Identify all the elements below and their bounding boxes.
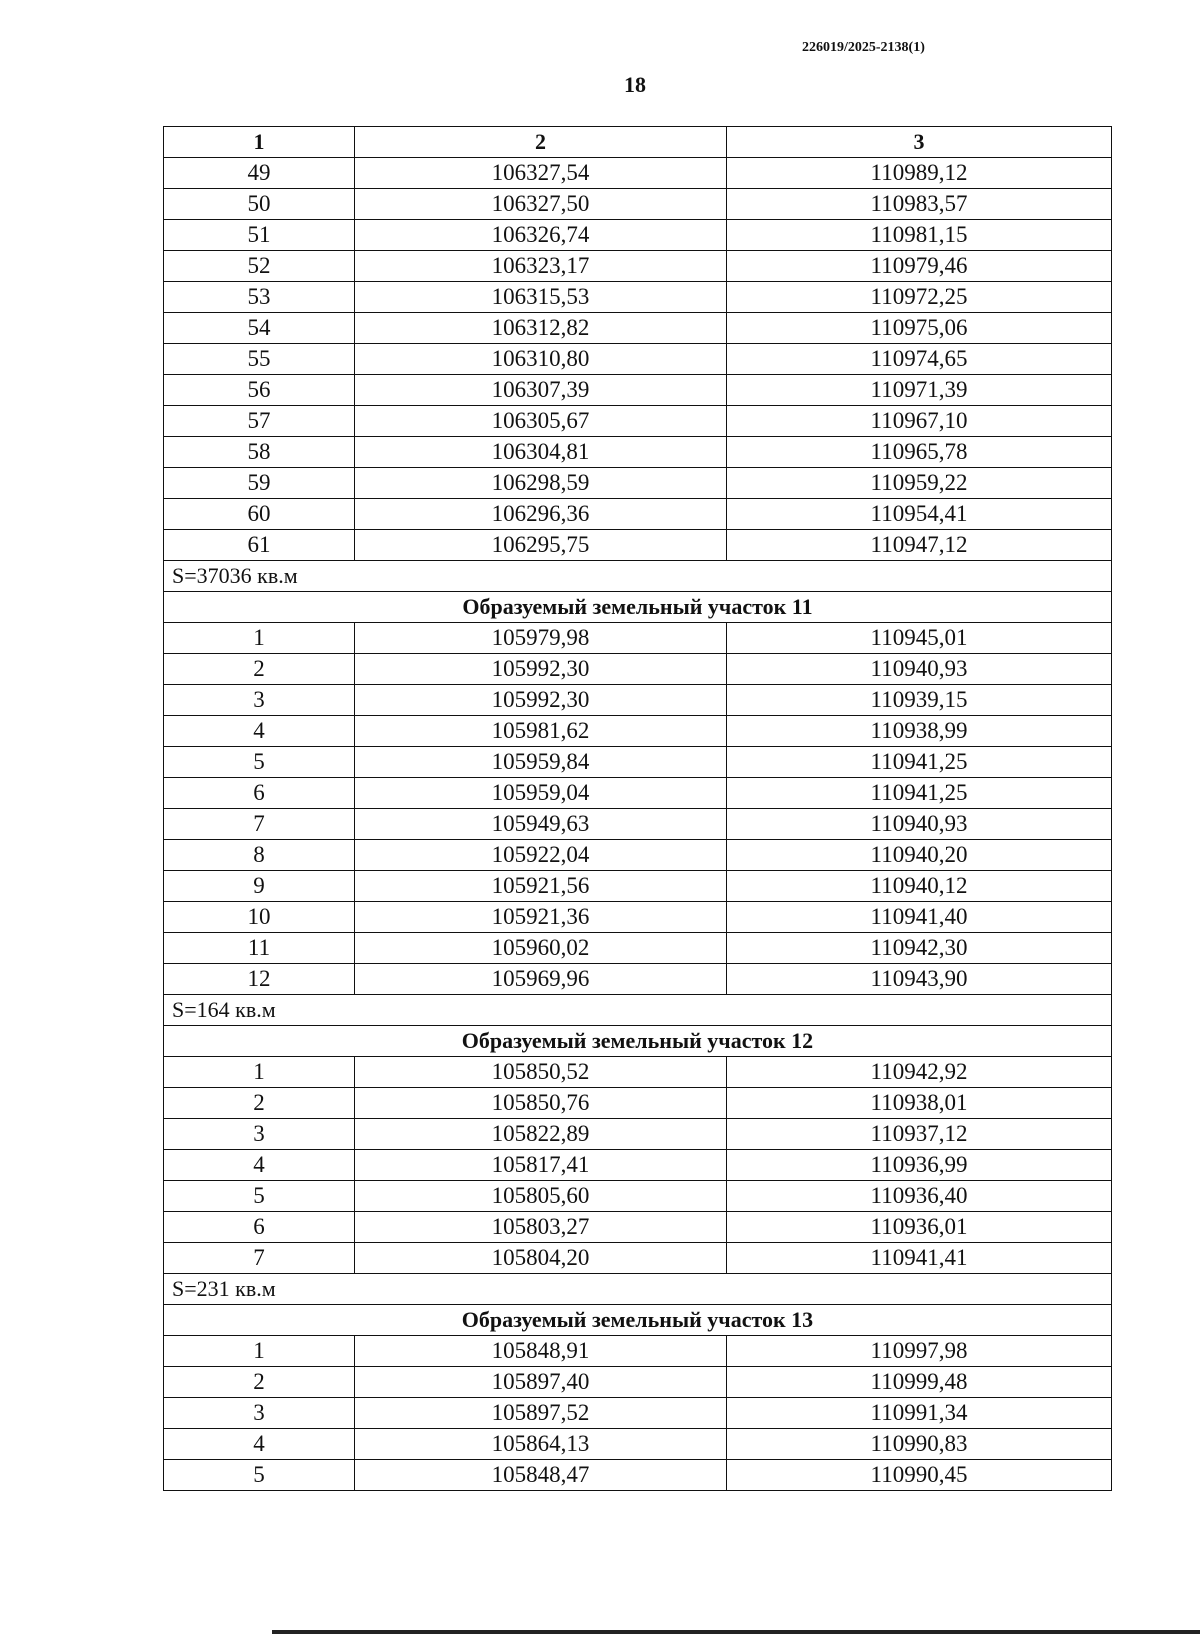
y-coordinate-cell: 110979,46 xyxy=(727,251,1112,282)
x-coordinate-cell: 105949,63 xyxy=(355,809,727,840)
point-number-cell: 61 xyxy=(164,530,355,561)
x-coordinate-cell: 106305,67 xyxy=(355,406,727,437)
x-coordinate-cell: 105922,04 xyxy=(355,840,727,871)
y-coordinate-cell: 110974,65 xyxy=(727,344,1112,375)
y-coordinate-cell: 110999,48 xyxy=(727,1367,1112,1398)
y-coordinate-cell: 110983,57 xyxy=(727,189,1112,220)
x-coordinate-cell: 106327,50 xyxy=(355,189,727,220)
y-coordinate-cell: 110941,41 xyxy=(727,1243,1112,1274)
point-number-cell: 50 xyxy=(164,189,355,220)
point-number-cell: 9 xyxy=(164,871,355,902)
table-row xyxy=(164,809,1112,840)
scan-edge-line xyxy=(272,1630,1200,1634)
table-row xyxy=(164,437,1112,468)
table-row xyxy=(164,220,1112,251)
y-coordinate-cell: 110942,30 xyxy=(727,933,1112,964)
y-coordinate-cell: 110990,45 xyxy=(727,1460,1112,1491)
y-coordinate-cell: 110941,25 xyxy=(727,747,1112,778)
x-coordinate-cell: 106327,54 xyxy=(355,158,727,189)
point-number-cell: 5 xyxy=(164,747,355,778)
point-number-cell: 5 xyxy=(164,1460,355,1491)
x-coordinate-cell: 105960,02 xyxy=(355,933,727,964)
point-number-cell: 2 xyxy=(164,1088,355,1119)
area-row xyxy=(164,561,1112,592)
x-coordinate-cell: 105981,62 xyxy=(355,716,727,747)
x-coordinate-cell: 105817,41 xyxy=(355,1150,727,1181)
point-number-cell: 51 xyxy=(164,220,355,251)
y-coordinate-cell: 110991,34 xyxy=(727,1398,1112,1429)
x-coordinate-cell: 106315,53 xyxy=(355,282,727,313)
y-coordinate-cell: 110965,78 xyxy=(727,437,1112,468)
point-number-cell: 12 xyxy=(164,964,355,995)
y-coordinate-cell: 110942,92 xyxy=(727,1057,1112,1088)
y-coordinate-cell: 110940,20 xyxy=(727,840,1112,871)
y-coordinate-cell: 110937,12 xyxy=(727,1119,1112,1150)
point-number-cell: 8 xyxy=(164,840,355,871)
point-number-cell: 2 xyxy=(164,654,355,685)
document-id: 226019/2025-2138(1) xyxy=(802,40,925,55)
y-coordinate-cell: 110945,01 xyxy=(727,623,1112,654)
point-number-cell: 55 xyxy=(164,344,355,375)
area-cell: S=37036 кв.м xyxy=(164,561,1112,592)
x-coordinate-cell: 105897,52 xyxy=(355,1398,727,1429)
table-row xyxy=(164,654,1112,685)
x-coordinate-cell: 106312,82 xyxy=(355,313,727,344)
y-coordinate-cell: 110981,15 xyxy=(727,220,1112,251)
y-coordinate-cell: 110959,22 xyxy=(727,468,1112,499)
area-cell: S=231 кв.м xyxy=(164,1274,1112,1305)
x-coordinate-cell: 105969,96 xyxy=(355,964,727,995)
x-coordinate-cell: 105804,20 xyxy=(355,1243,727,1274)
y-coordinate-cell: 110936,99 xyxy=(727,1150,1112,1181)
table-row xyxy=(164,375,1112,406)
point-number-cell: 59 xyxy=(164,468,355,499)
x-coordinate-cell: 106326,74 xyxy=(355,220,727,251)
column-header-3: 3 xyxy=(727,127,1112,158)
y-coordinate-cell: 110975,06 xyxy=(727,313,1112,344)
table-row xyxy=(164,189,1112,220)
column-header-2: 2 xyxy=(355,127,727,158)
plot-title-row xyxy=(164,1026,1112,1057)
x-coordinate-cell: 105921,56 xyxy=(355,871,727,902)
y-coordinate-cell: 110941,40 xyxy=(727,902,1112,933)
table-row xyxy=(164,313,1112,344)
table-row xyxy=(164,468,1112,499)
x-coordinate-cell: 106323,17 xyxy=(355,251,727,282)
x-coordinate-cell: 105822,89 xyxy=(355,1119,727,1150)
column-header-1: 1 xyxy=(164,127,355,158)
point-number-cell: 56 xyxy=(164,375,355,406)
point-number-cell: 57 xyxy=(164,406,355,437)
y-coordinate-cell: 110938,99 xyxy=(727,716,1112,747)
table-row xyxy=(164,1460,1112,1491)
plot-title: Образуемый земельный участок 12 xyxy=(164,1026,1112,1057)
y-coordinate-cell: 110940,93 xyxy=(727,809,1112,840)
point-number-cell: 53 xyxy=(164,282,355,313)
table-row xyxy=(164,1212,1112,1243)
area-row xyxy=(164,1274,1112,1305)
coordinates-table xyxy=(163,126,1112,1491)
table-header-row xyxy=(164,127,1112,158)
x-coordinate-cell: 105959,04 xyxy=(355,778,727,809)
table-row xyxy=(164,871,1112,902)
y-coordinate-cell: 110936,40 xyxy=(727,1181,1112,1212)
x-coordinate-cell: 105992,30 xyxy=(355,685,727,716)
point-number-cell: 3 xyxy=(164,1119,355,1150)
y-coordinate-cell: 110990,83 xyxy=(727,1429,1112,1460)
y-coordinate-cell: 110943,90 xyxy=(727,964,1112,995)
x-coordinate-cell: 105803,27 xyxy=(355,1212,727,1243)
y-coordinate-cell: 110971,39 xyxy=(727,375,1112,406)
table-row xyxy=(164,1336,1112,1367)
x-coordinate-cell: 106295,75 xyxy=(355,530,727,561)
plot-title: Образуемый земельный участок 11 xyxy=(164,592,1112,623)
y-coordinate-cell: 110997,98 xyxy=(727,1336,1112,1367)
table-row xyxy=(164,158,1112,189)
point-number-cell: 1 xyxy=(164,1336,355,1367)
point-number-cell: 6 xyxy=(164,1212,355,1243)
table-row xyxy=(164,1243,1112,1274)
point-number-cell: 54 xyxy=(164,313,355,344)
y-coordinate-cell: 110989,12 xyxy=(727,158,1112,189)
table-row xyxy=(164,282,1112,313)
plot-title-row xyxy=(164,1305,1112,1336)
table-row xyxy=(164,747,1112,778)
y-coordinate-cell: 110938,01 xyxy=(727,1088,1112,1119)
table-row xyxy=(164,1119,1112,1150)
x-coordinate-cell: 105979,98 xyxy=(355,623,727,654)
point-number-cell: 2 xyxy=(164,1367,355,1398)
page-number: 18 xyxy=(624,72,646,97)
table-row xyxy=(164,1429,1112,1460)
point-number-cell: 52 xyxy=(164,251,355,282)
point-number-cell: 5 xyxy=(164,1181,355,1212)
point-number-cell: 1 xyxy=(164,1057,355,1088)
x-coordinate-cell: 105848,91 xyxy=(355,1336,727,1367)
table-row xyxy=(164,933,1112,964)
table-row xyxy=(164,1150,1112,1181)
table-row xyxy=(164,251,1112,282)
table-row xyxy=(164,1057,1112,1088)
coordinates-table-body xyxy=(164,127,1112,1491)
table-row xyxy=(164,1088,1112,1119)
y-coordinate-cell: 110941,25 xyxy=(727,778,1112,809)
table-row xyxy=(164,406,1112,437)
table-row xyxy=(164,1181,1112,1212)
x-coordinate-cell: 105848,47 xyxy=(355,1460,727,1491)
x-coordinate-cell: 105992,30 xyxy=(355,654,727,685)
point-number-cell: 1 xyxy=(164,623,355,654)
table-row xyxy=(164,840,1112,871)
x-coordinate-cell: 105897,40 xyxy=(355,1367,727,1398)
table-row xyxy=(164,1398,1112,1429)
y-coordinate-cell: 110947,12 xyxy=(727,530,1112,561)
table-row xyxy=(164,902,1112,933)
point-number-cell: 7 xyxy=(164,809,355,840)
x-coordinate-cell: 106298,59 xyxy=(355,468,727,499)
table-row xyxy=(164,685,1112,716)
y-coordinate-cell: 110940,93 xyxy=(727,654,1112,685)
x-coordinate-cell: 105864,13 xyxy=(355,1429,727,1460)
point-number-cell: 60 xyxy=(164,499,355,530)
table-row xyxy=(164,499,1112,530)
x-coordinate-cell: 105850,76 xyxy=(355,1088,727,1119)
y-coordinate-cell: 110939,15 xyxy=(727,685,1112,716)
point-number-cell: 4 xyxy=(164,1150,355,1181)
table-row xyxy=(164,1367,1112,1398)
table-row xyxy=(164,778,1112,809)
point-number-cell: 7 xyxy=(164,1243,355,1274)
point-number-cell: 4 xyxy=(164,1429,355,1460)
point-number-cell: 49 xyxy=(164,158,355,189)
plot-title: Образуемый земельный участок 13 xyxy=(164,1305,1112,1336)
x-coordinate-cell: 106296,36 xyxy=(355,499,727,530)
x-coordinate-cell: 106304,81 xyxy=(355,437,727,468)
area-row xyxy=(164,995,1112,1026)
point-number-cell: 4 xyxy=(164,716,355,747)
table-row xyxy=(164,530,1112,561)
y-coordinate-cell: 110954,41 xyxy=(727,499,1112,530)
y-coordinate-cell: 110972,25 xyxy=(727,282,1112,313)
point-number-cell: 3 xyxy=(164,685,355,716)
plot-title-row xyxy=(164,592,1112,623)
x-coordinate-cell: 105805,60 xyxy=(355,1181,727,1212)
x-coordinate-cell: 105850,52 xyxy=(355,1057,727,1088)
area-cell: S=164 кв.м xyxy=(164,995,1112,1026)
x-coordinate-cell: 105921,36 xyxy=(355,902,727,933)
point-number-cell: 11 xyxy=(164,933,355,964)
y-coordinate-cell: 110936,01 xyxy=(727,1212,1112,1243)
y-coordinate-cell: 110940,12 xyxy=(727,871,1112,902)
point-number-cell: 3 xyxy=(164,1398,355,1429)
point-number-cell: 10 xyxy=(164,902,355,933)
point-number-cell: 6 xyxy=(164,778,355,809)
table-row xyxy=(164,964,1112,995)
table-row xyxy=(164,344,1112,375)
point-number-cell: 58 xyxy=(164,437,355,468)
table-row xyxy=(164,623,1112,654)
x-coordinate-cell: 106307,39 xyxy=(355,375,727,406)
y-coordinate-cell: 110967,10 xyxy=(727,406,1112,437)
x-coordinate-cell: 105959,84 xyxy=(355,747,727,778)
table-row xyxy=(164,716,1112,747)
x-coordinate-cell: 106310,80 xyxy=(355,344,727,375)
